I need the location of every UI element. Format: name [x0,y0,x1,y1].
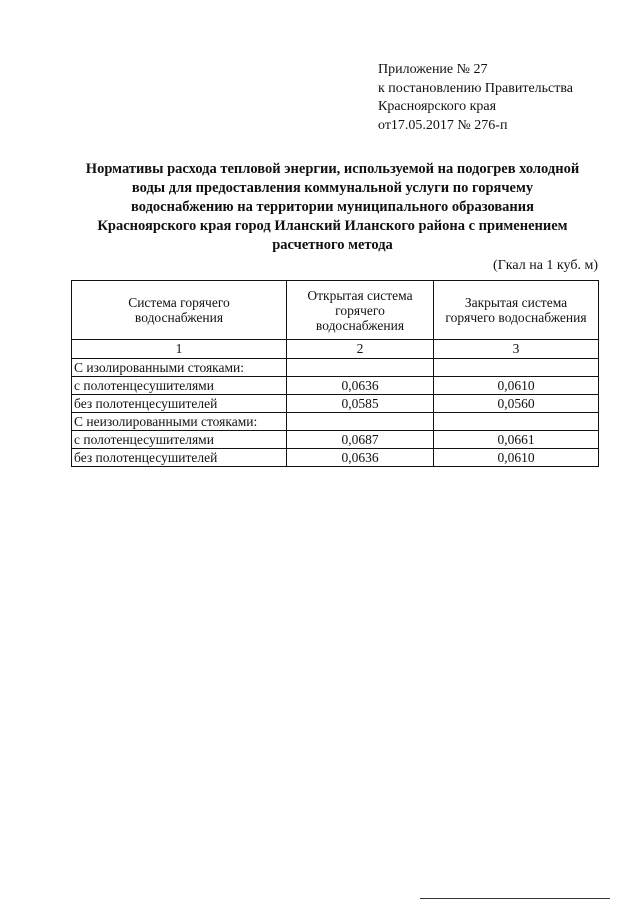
annex-resolution-ref: к постановлению Правительства [378,80,574,96]
header-text: горячего [335,302,385,318]
title-line: Красноярского края город Иланский Иланского района с применением [97,218,568,234]
table-row [72,395,599,413]
footer-divider [420,898,610,899]
group-row [72,413,599,431]
document-title [60,160,605,255]
header-open-system [287,281,434,340]
closed-value: 0,0610 [434,449,599,467]
table-header-row [72,281,599,340]
empty-cell [287,413,434,431]
table-row [72,377,599,395]
closed-value: 0,0610 [434,377,599,395]
header-text: водоснабжения [134,310,224,325]
title-line: воды для предоставления коммунальной услуги по горячему [131,180,534,196]
annex-number: Приложение № 27 [378,62,488,77]
title-line: водоснабжению на территории муниципального образования [131,199,534,215]
header-text: Открытая система [307,287,413,303]
title-line: расчетного метода [272,237,393,253]
closed-value: 0,0661 [434,431,599,449]
column-number: 1 [72,340,287,359]
empty-cell [287,359,434,377]
table-row [72,449,599,467]
row-name: с полотенцесушителями [72,377,287,395]
annex-region: Красноярского края [378,99,497,114]
row-name: без полотенцесушителей [72,449,287,467]
unit-label: (Гкал на 1 куб. м) [493,258,598,273]
header-text: Закрытая система [464,295,568,310]
group-row [72,359,599,377]
column-number: 3 [434,340,599,359]
header-text: горячего водоснабжения [445,310,587,325]
row-name: без полотенцесушителей [72,395,287,413]
open-value: 0,0687 [287,431,434,449]
table-row [72,431,599,449]
header-text: водоснабжения [315,317,405,333]
group-label: С изолированными стояками: [72,359,287,377]
open-value: 0,0636 [287,449,434,467]
norms-table [71,280,599,467]
header-system [72,281,287,340]
title-line: Нормативы расхода тепловой энергии, используемой на подогрев холодной [85,161,580,177]
closed-value: 0,0560 [434,395,599,413]
empty-cell [434,359,599,377]
empty-cell [434,413,599,431]
group-label: С неизолированными стояками: [72,413,287,431]
open-value: 0,0636 [287,377,434,395]
annex-block [378,61,573,135]
annex-date-number: от17.05.2017 № 276-п [378,117,508,133]
column-number-row [72,340,599,359]
header-closed-system [434,281,599,340]
row-name: с полотенцесушителями [72,431,287,449]
open-value: 0,0585 [287,395,434,413]
header-text: Система горячего [128,295,230,310]
column-number: 2 [287,340,434,359]
